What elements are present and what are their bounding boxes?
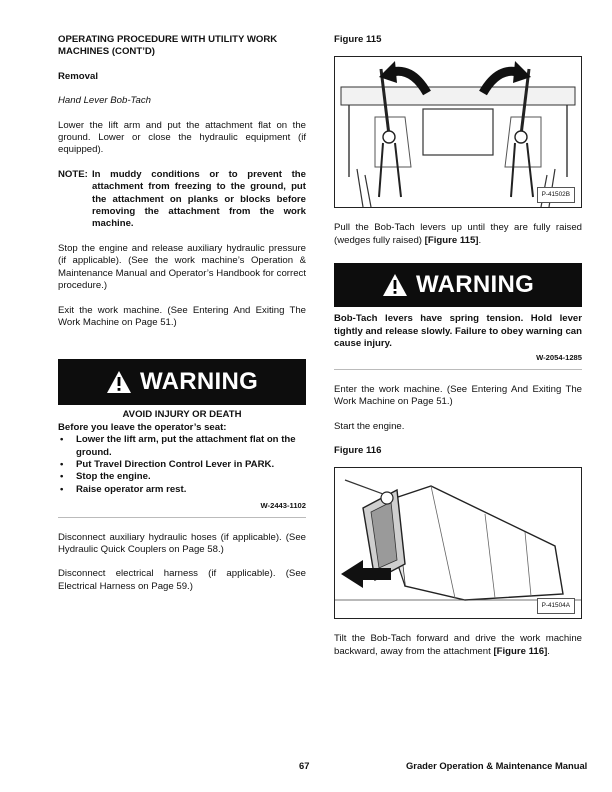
- subheading-hand-lever: Hand Lever Bob-Tach: [58, 95, 151, 107]
- paragraph-disconnect-harness: Disconnect electrical harness (if applicable). (See Electrical Harness on Page 59.): [58, 568, 306, 592]
- note-label: NOTE:: [58, 168, 88, 180]
- page-number: 67: [299, 760, 310, 771]
- section-heading: OPERATING PROCEDURE WITH UTILITY WORK MACHINES (CONT’D): [58, 34, 278, 58]
- list-item: • Lower the lift arm, put the attachment flat on the ground.: [58, 434, 306, 459]
- figure-115-title: Figure 115: [334, 34, 382, 45]
- subheading-removal: Removal: [58, 70, 98, 82]
- warning-banner-right: [334, 263, 582, 307]
- paragraph-stop-engine: Stop the engine and release auxiliary hydraulic pressure (if applicable). (See the work machine’s Operation & Maintenance Manual and Operator’s Handbook for correct procedure.): [58, 242, 306, 292]
- paragraph-exit-machine: Exit the work machine. (See Entering And Exiting The Work Machine on Page 51.): [58, 304, 306, 328]
- warning-banner-left: [58, 359, 306, 405]
- paragraph-start-engine: Start the engine.: [334, 420, 405, 432]
- left-column: [58, 34, 306, 593]
- warning-avoid-text: AVOID INJURY OR DEATH: [122, 409, 242, 421]
- warning-title: WARNING: [139, 368, 259, 396]
- warning-title: WARNING: [415, 271, 535, 299]
- note-block: [58, 169, 306, 231]
- warning-list: [58, 434, 306, 496]
- paragraph-pull-levers: Pull the Bob-Tach levers up until they are fully raised (wedges fully raised) [Figure 115].: [334, 222, 582, 246]
- figure-116: [334, 467, 582, 619]
- bob-tach-tilt-illustration: [335, 468, 581, 618]
- bob-tach-levers-illustration: [335, 57, 581, 207]
- warning-code: W-2054-1285: [536, 353, 582, 363]
- manual-title: Grader Operation & Maintenance Manual: [406, 760, 588, 771]
- paragraph-disconnect-hoses: Disconnect auxiliary hydraulic hoses (if applicable). (See Hydraulic Quick Couplers on Page 58.): [58, 531, 306, 555]
- list-item: • Put Travel Direction Control Lever in PARK.: [58, 459, 306, 471]
- figure-115-label: P-41502B: [537, 187, 575, 203]
- paragraph-tilt-forward: Tilt the Bob-Tach forward and drive the work machine backward, away from the attachment [Figure 116].: [334, 633, 582, 657]
- warning-code: W-2443-1102: [260, 501, 306, 511]
- warning-text: Bob-Tach levers have spring tension. Hold lever tightly and release slowly. Failure to obey warning can cause injury.: [334, 313, 582, 350]
- figure-116-title: Figure 116: [334, 445, 382, 457]
- figure-115: [334, 56, 582, 208]
- right-column: [334, 34, 582, 658]
- warning-triangle-icon: [382, 273, 408, 297]
- note-text: In muddy conditions or to prevent the attachment from freezing to the ground, put the attachment on planks or blocks before removing the attachment from the work machine.: [92, 168, 306, 230]
- figure-116-label: P-41504A: [537, 598, 575, 614]
- warning-before-text: Before you leave the operator’s seat:: [58, 421, 227, 433]
- list-item: • Stop the engine.: [58, 471, 306, 483]
- warning-triangle-icon: [106, 370, 132, 394]
- list-item: • Raise operator arm rest.: [58, 484, 306, 496]
- paragraph-lower-lift-arm: Lower the lift arm and put the attachment flat on the ground. Lower or close the hydraulic equipment (if equipped).: [58, 119, 306, 156]
- paragraph-enter-machine: Enter the work machine. (See Entering And Exiting The Work Machine on Page 51.): [334, 383, 582, 408]
